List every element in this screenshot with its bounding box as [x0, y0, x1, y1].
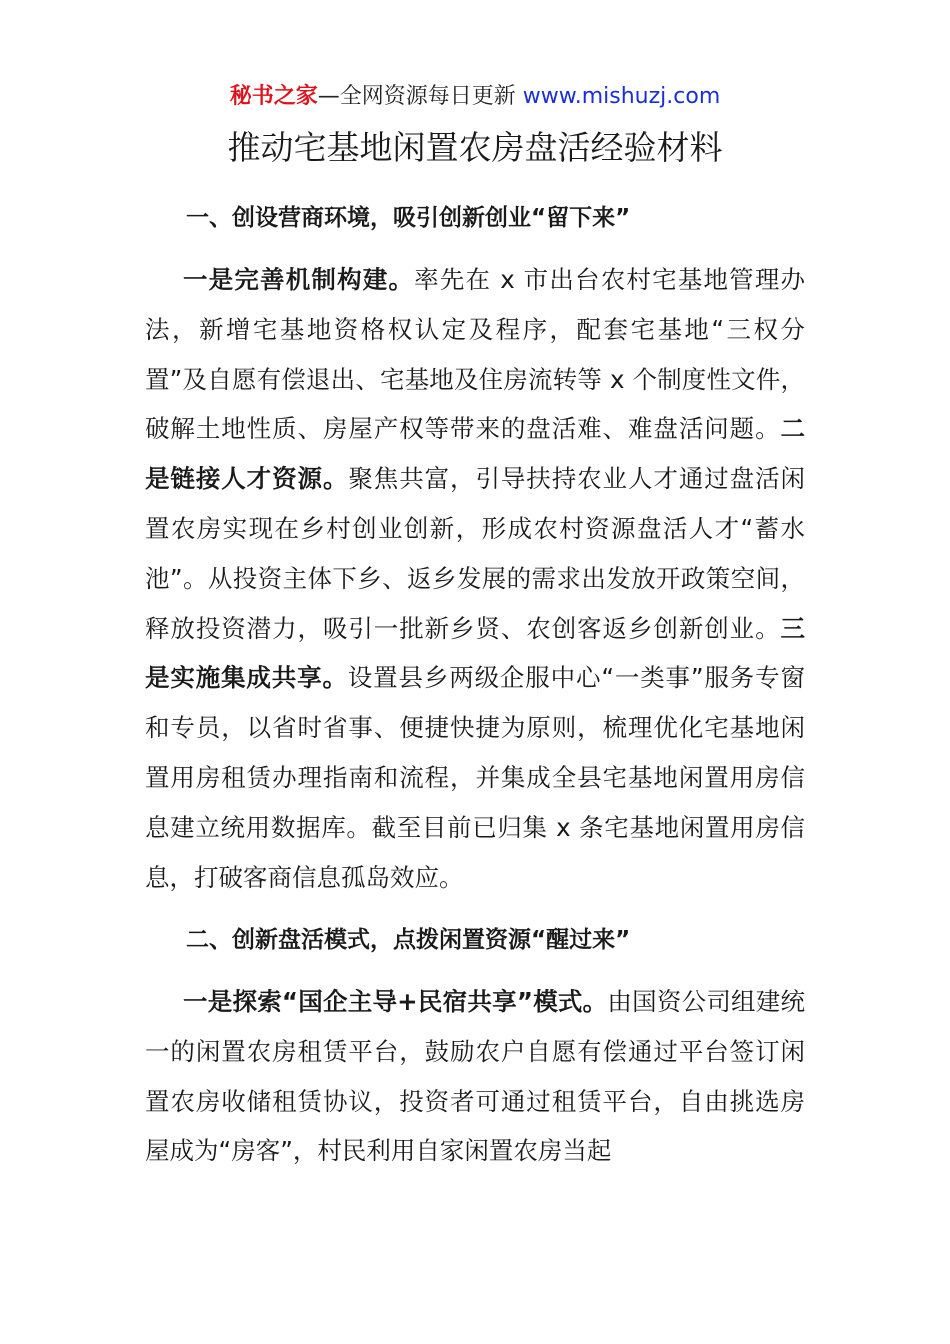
section-1-point-2-text: 聚焦共富，引导扶持农业人才通过盘活闲置农房实现在乡村创业创新，形成农村资源盘活人才“蓄水池”。从投资主体下乡、返乡发展的需求出发放开政策空间，释放投资潜力，吸引一批新乡贤、农创客返乡创新创业。 [145, 464, 805, 643]
section-1-paragraph [145, 255, 805, 902]
section-1-point-2-lead: 二是链接人才资源。 [145, 414, 805, 494]
section-1-point-3-lead: 三是实施集成共享。 [145, 613, 805, 693]
site-tagline: —全网资源每日更新 [317, 84, 516, 109]
site-header [0, 82, 950, 112]
section-heading-1: 一、创设营商环境，吸引创新创业“留下来” [186, 205, 631, 231]
document-title: 推动宅基地闲置农房盘活经验材料 [227, 128, 723, 167]
section-1-point-3-text: 设置县乡两级企服中心“一类事”服务专窗和专员，以省时省事、便捷快捷为原则，梳理优化宅基地闲置用房租赁办理指南和流程，并集成全县宅基地闲置用房信息建立统用数据库。截至目前已归集 x 条宅基地闲置用房信息，打破客商信息孤岛效应。 [145, 663, 806, 892]
site-url[interactable]: www.mishuzj.com [522, 84, 721, 109]
section-1-point-1-lead: 一是完善机制构建。 [183, 265, 415, 294]
section-2-point-1-text: 由国资公司组建统一的闲置农房租赁平台，鼓励农户自愿有偿通过平台签订闲置农房收储租赁协议，投资者可通过租赁平台，自由挑选房屋成为“房客”，村民利用自家闲置农房当起 [145, 987, 806, 1166]
section-heading-2: 二、创新盘活模式，点拨闲置资源“醒过来” [186, 927, 631, 953]
site-brand: 秘书之家 [229, 84, 318, 109]
section-2-point-1-lead: 一是探索“国企主导+民宿共享”模式。 [183, 987, 608, 1016]
section-1-point-1-text: 率先在 x 市出台农村宅基地管理办法，新增宅基地资格权认定及程序，配套宅基地“三权分置”及自愿有偿退出、宅基地及住房流转等 x 个制度性文件，破解土地性质、房屋产权等带来的盘活难、难盘活问题。 [145, 265, 806, 444]
section-2-paragraph [145, 977, 805, 1176]
